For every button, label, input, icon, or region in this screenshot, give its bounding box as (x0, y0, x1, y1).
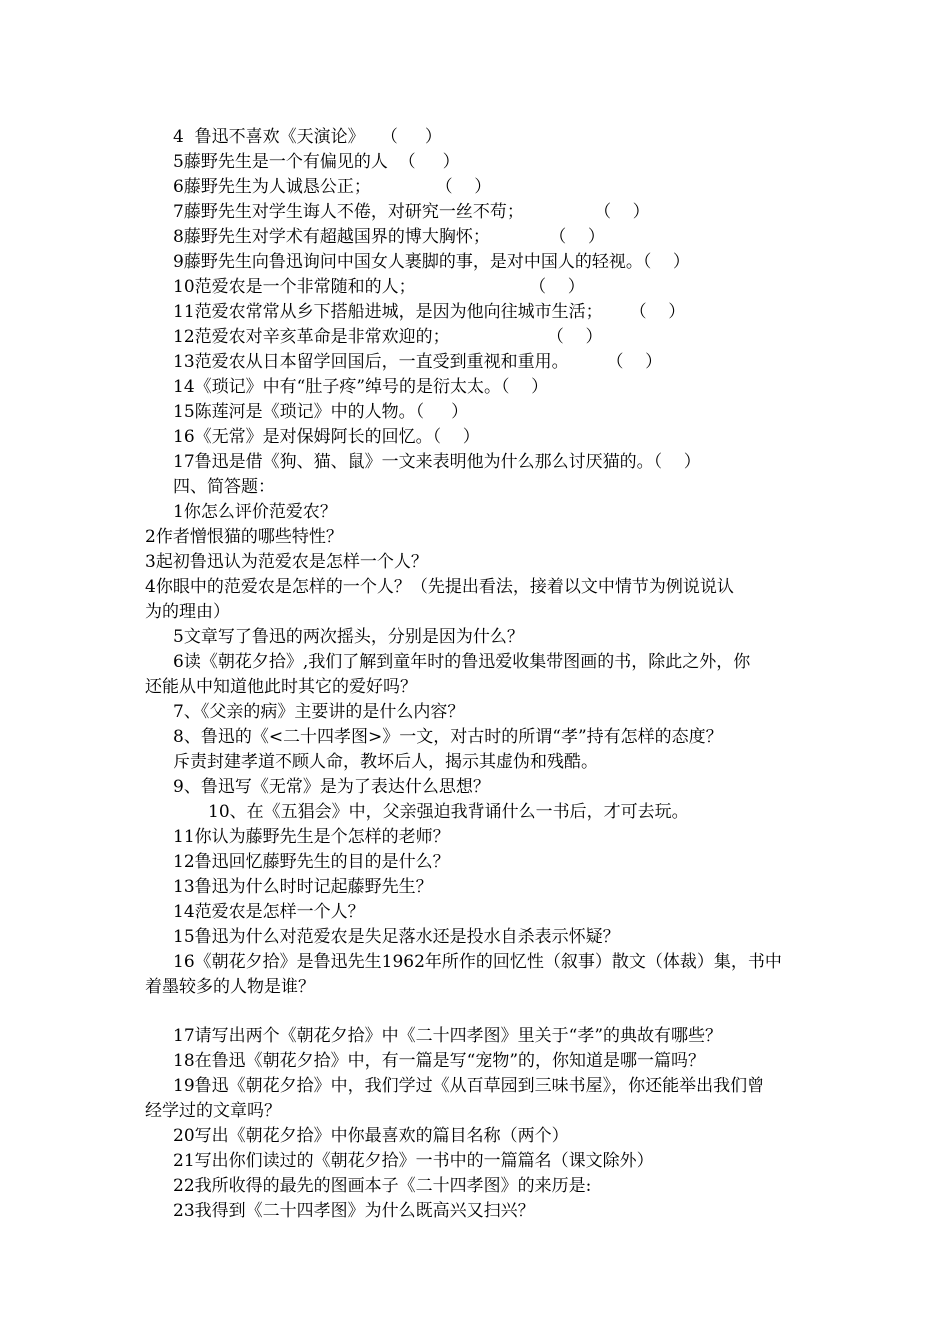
question-line: 4你眼中的范爱农是怎样的一个人？（先提出看法，接着以文中情节为例说说认 (145, 577, 734, 597)
question-line: 4 鲁迅不喜欢《天演论》 （ ） (173, 127, 442, 147)
question-line: 5文章写了鲁迅的两次摇头，分别是因为什么？ (173, 627, 524, 647)
question-line: 2作者憎恨猫的哪些特性？ (145, 527, 343, 547)
question-line: 13鲁迅为什么时时记起藤野先生？ (173, 877, 433, 897)
question-line: 13范爱农从日本留学回国后，一直受到重视和重用。 （ ） (173, 352, 663, 372)
question-line: 经学过的文章吗？ (145, 1101, 281, 1121)
question-line: 14《琐记》中有“肚子疼”绰号的是衍太太。（ ） (173, 377, 549, 397)
question-line: 20写出《朝花夕拾》中你最喜欢的篇目名称（两个） (173, 1126, 569, 1146)
question-line: 8藤野先生对学术有超越国界的博大胸怀； （ ） (173, 227, 605, 247)
question-line: 16《朝花夕拾》是鲁迅先生1962年所作的回忆性（叙事）散文（体裁）集，书中 (173, 952, 782, 972)
question-line: 16《无常》是对保姆阿长的回忆。（ ） (173, 427, 480, 447)
question-line: 5藤野先生是一个有偏见的人 （ ） (173, 152, 460, 172)
question-line: 22我所收得的最先的图画本子《二十四孝图》的来历是: (173, 1176, 592, 1196)
question-line: 11范爱农常常从乡下搭船进城，是因为他向往城市生活； （ ） (173, 302, 686, 322)
question-line: 17鲁迅是借《狗、猫、鼠》一文来表明他为什么那么讨厌猫的。（ ） (173, 452, 701, 472)
question-line: 9、鲁迅写《无常》是为了表达什么思想？ (173, 777, 490, 797)
question-line: 6读《朝花夕拾》,我们了解到童年时的鲁迅爱收集带图画的书，除此之外，你 (173, 652, 751, 672)
question-line: 10范爱农是一个非常随和的人； （ ） (173, 277, 585, 297)
question-line: 21写出你们读过的《朝花夕拾》一书中的一篇篇名（课文除外） (173, 1151, 654, 1171)
question-line: 3起初鲁迅认为范爱农是怎样一个人？ (145, 552, 428, 572)
question-line: 为的理由） (145, 602, 230, 622)
question-line: 12范爱农对辛亥革命是非常欢迎的； （ ） (173, 327, 603, 347)
question-line: 15陈莲河是《琐记》中的人物。（ ） (173, 402, 469, 422)
question-line: 17请写出两个《朝花夕拾》中《二十四孝图》里关于“孝”的典故有哪些？ (173, 1026, 723, 1046)
question-line: 1你怎么评价范爱农？ (173, 502, 337, 522)
question-line: 10、在《五猖会》中，父亲强迫我背诵什么一书后，才可去玩。 (208, 802, 689, 822)
answer-line: 斥责封建孝道不顾人命，教坏后人，揭示其虚伪和残酷。 (173, 752, 598, 772)
question-line: 19鲁迅《朝花夕拾》中，我们学过《从百草园到三味书屋》，你还能举出我们曾 (173, 1076, 765, 1096)
question-line: 14范爱农是怎样一个人？ (173, 902, 365, 922)
question-line: 6藤野先生为人诚恳公正； （ ） (173, 177, 492, 197)
question-line: 23我得到《二十四孝图》为什么既高兴又扫兴？ (173, 1201, 535, 1221)
question-line: 9藤野先生向鲁迅询问中国女人裹脚的事，是对中国人的轻视。（ ） (173, 252, 690, 272)
question-line: 11你认为藤野先生是个怎样的老师？ (173, 827, 450, 847)
question-line: 18在鲁迅《朝花夕拾》中，有一篇是写“宠物”的，你知道是哪一篇吗？ (173, 1051, 706, 1071)
question-line: 7藤野先生对学生诲人不倦，对研究一丝不苟； （ ） (173, 202, 650, 222)
question-line: 着墨较多的人物是谁？ (145, 977, 315, 997)
section-heading: 四、简答题： (173, 477, 275, 497)
question-line: 还能从中知道他此时其它的爱好吗？ (145, 677, 417, 697)
question-line: 12鲁迅回忆藤野先生的目的是什么？ (173, 852, 450, 872)
question-line: 15鲁迅为什么对范爱农是失足落水还是投水自杀表示怀疑？ (173, 927, 620, 947)
question-line: 8、鲁迅的《<二十四孝图>》一文，对古时的所谓“孝”持有怎样的态度？ (173, 727, 723, 747)
question-line: 7、《父亲的病》主要讲的是什么内容？ (173, 702, 465, 722)
